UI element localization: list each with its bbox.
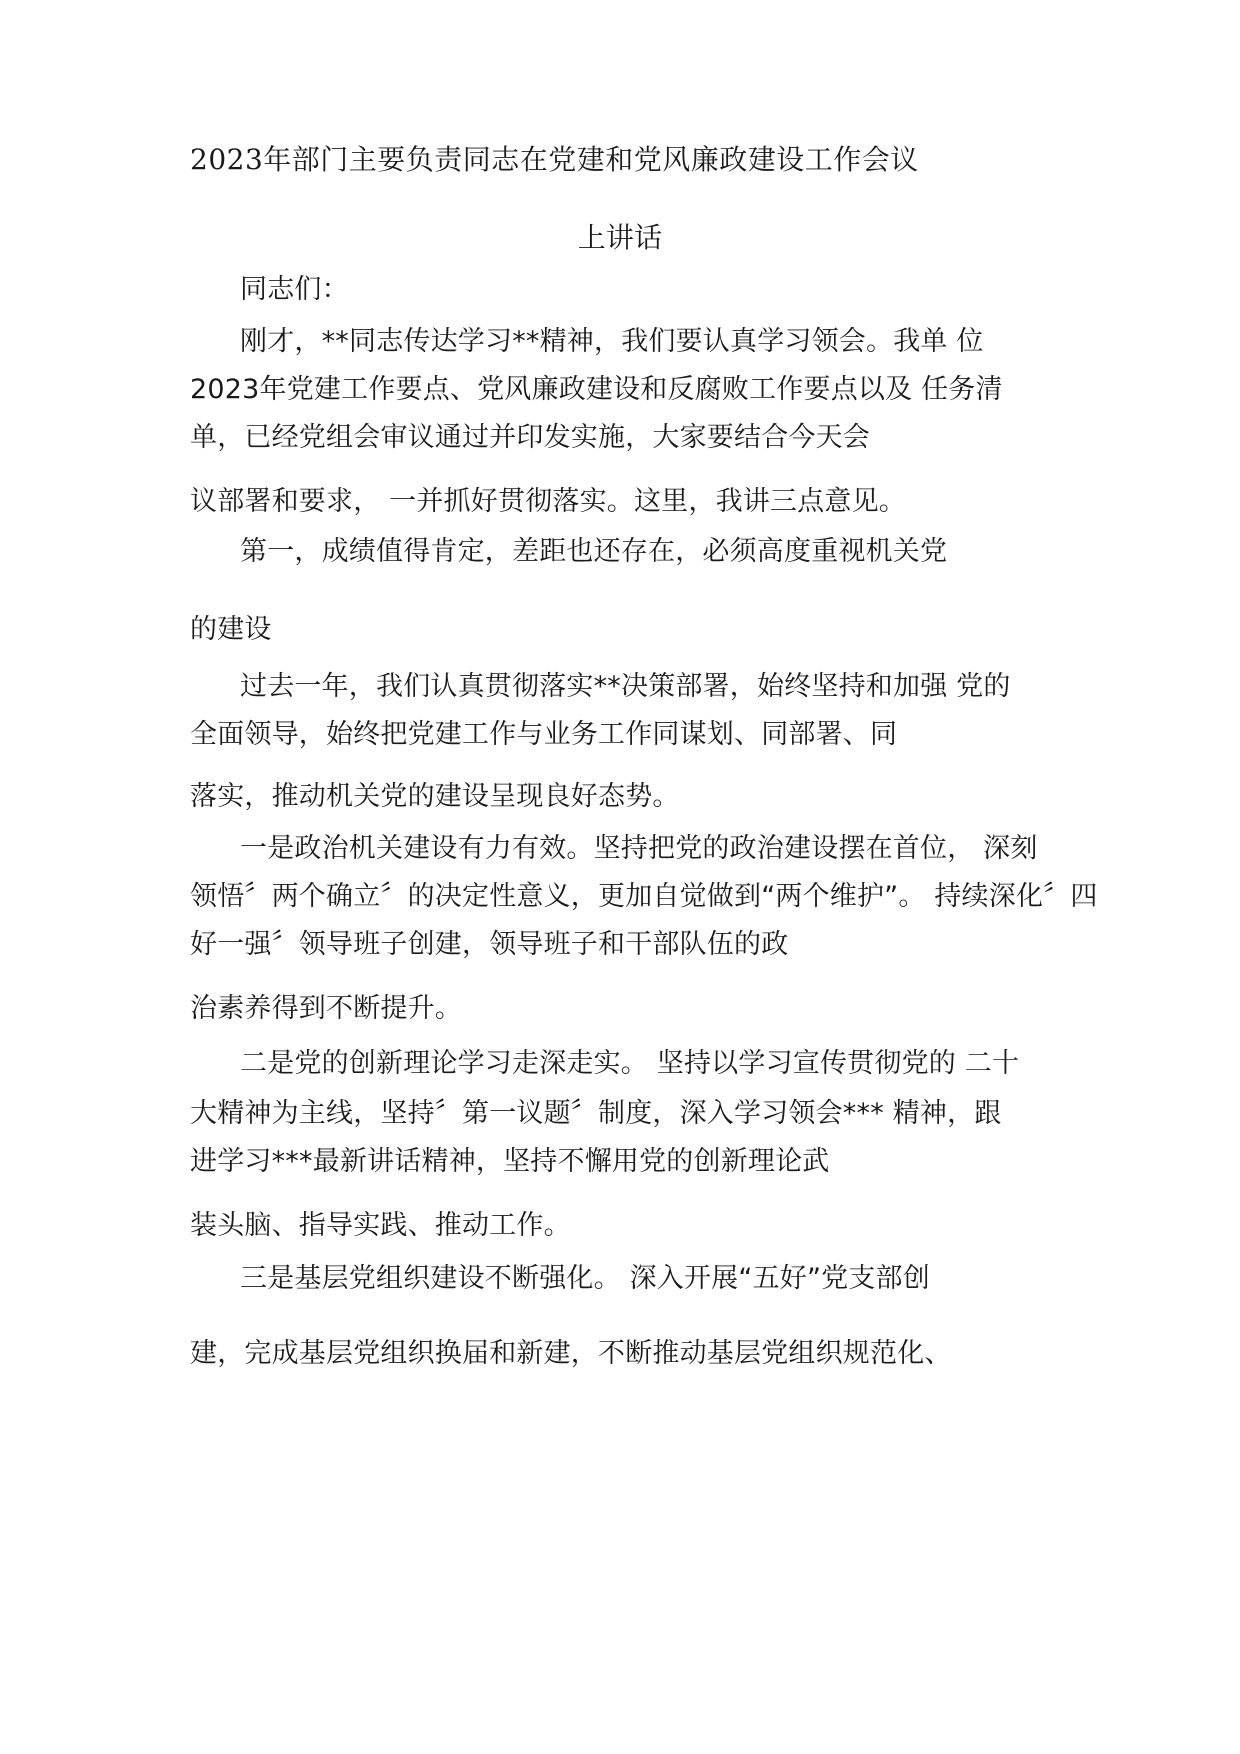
paragraph-line: 落实，推动机关党的建设呈现良好态势。 (190, 781, 680, 812)
paragraph-line: 过去一年，我们认真贯彻落实**决策部署，始终坚持和加强 党的 (240, 671, 1011, 702)
section-heading-line: 的建设 (190, 614, 272, 645)
paragraph-line: 建，完成基层党组织换届和新建，不断推动基层党组织规范化、 (190, 1338, 952, 1369)
document-title: 2023年部门主要负责同志在党建和党风廉政建设工作会议 (190, 143, 919, 176)
paragraph-line: 刚才，**同志传达学习**精神，我们要认真学习领会。我单 位 (240, 326, 984, 357)
document-subtitle: 上讲话 (577, 221, 663, 254)
paragraph-line: 领悟〞两个确立〞的决定性意义，更加自觉做到“两个维护”。 持续深化〞四 (190, 881, 1098, 912)
section-heading-line: 第一，成绩值得肯定，差距也还存在，必须高度重视机关党 (240, 536, 948, 567)
paragraph-line: 进学习***最新讲话精神，坚持不懈用党的创新理论武 (190, 1146, 830, 1177)
paragraph-line: 好一强〞领导班子创建，领导班子和干部队伍的政 (190, 929, 789, 960)
paragraph-line: 全面领导，始终把党建工作与业务工作同谋划、同部署、同 (190, 719, 898, 750)
paragraph-line: 议部署和要求， 一并抓好贯彻落实。这里，我讲三点意见。 (190, 486, 906, 517)
salutation: 同志们： (240, 274, 349, 305)
paragraph-line: 治素养得到不断提升。 (190, 993, 462, 1024)
paragraph-line: 二是党的创新理论学习走深走实。 坚持以学习宣传贯彻党的 二十 (240, 1048, 1020, 1079)
paragraph-line: 2023年党建工作要点、党风廉政建设和反腐败工作要点以及 任务清 (190, 374, 1003, 405)
paragraph-line: 单，已经党组会审议通过并印发实施，大家要结合今天会 (190, 422, 870, 453)
paragraph-line: 一是政治机关建设有力有效。坚持把党的政治建设摆在首位， 深刻 (240, 833, 1038, 864)
paragraph-line: 三是基层党组织建设不断强化。 深入开展“五好”党支部创 (240, 1263, 930, 1294)
paragraph-line: 大精神为主线，坚持〞第一议题〞制度，深入学习领会*** 精神，跟 (190, 1098, 1002, 1129)
paragraph-line: 装头脑、指导实践、推动工作。 (190, 1210, 571, 1241)
